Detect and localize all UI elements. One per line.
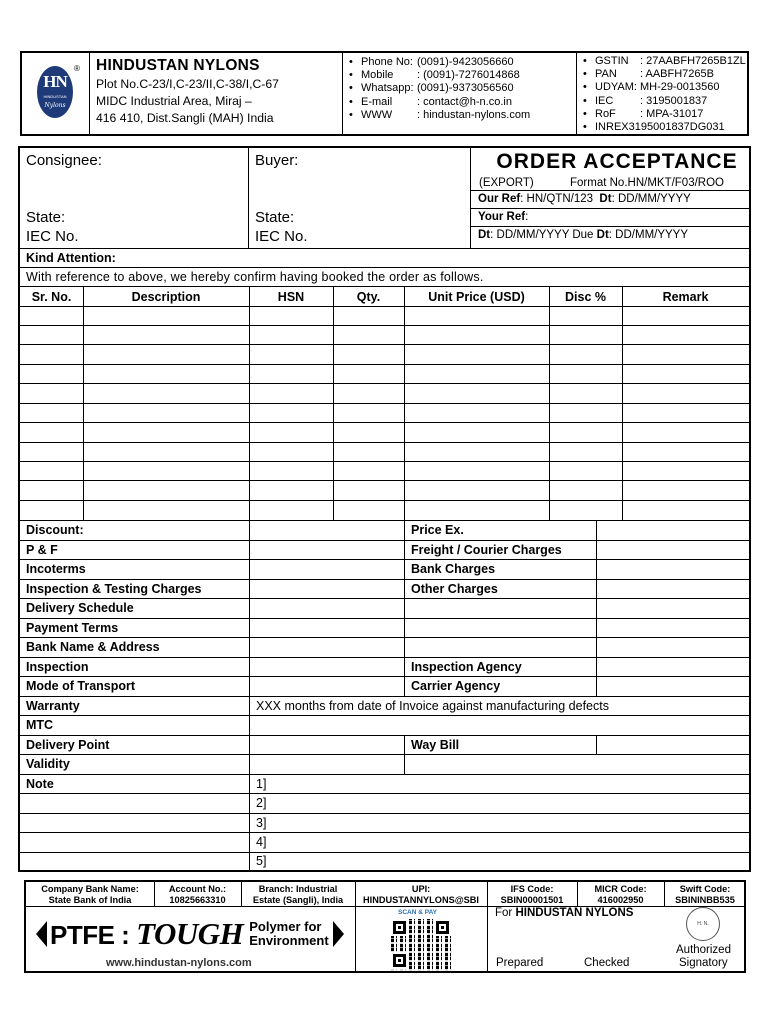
bank-footer bbox=[24, 880, 746, 973]
term-mtc: MTC bbox=[26, 718, 54, 732]
intro-text: With reference to above, we hereby confirm having booked the order as follows. bbox=[26, 270, 484, 284]
address-line: Plot No.C-23/I,C-23/II,C-38/I,C-67 bbox=[96, 77, 279, 91]
left-arrow-icon bbox=[36, 921, 47, 947]
term-inspection: Inspection bbox=[26, 660, 89, 674]
term-note: Note bbox=[26, 777, 54, 791]
col-unit-price: Unit Price (USD) bbox=[428, 290, 525, 304]
tax-inrex: • INREX3195001837DG031 bbox=[583, 121, 725, 134]
term-delivery-schedule: Delivery Schedule bbox=[26, 601, 134, 615]
tax-block bbox=[577, 53, 747, 134]
contact-website[interactable]: • WWW : hindustan-nylons.com bbox=[349, 108, 531, 121]
due-date-line: Dt: DD/MM/YYYY Due Dt: DD/MM/YYYY bbox=[478, 229, 689, 241]
ptfe-banner bbox=[36, 916, 344, 952]
term-payment-terms: Payment Terms bbox=[26, 621, 119, 635]
buyer-state-label: State: bbox=[255, 209, 295, 226]
consignee-iec-label: IEC No. bbox=[26, 228, 79, 245]
format-number: Format No.HN/MKT/F03/ROO bbox=[570, 177, 724, 189]
consignee-state-label: State: bbox=[26, 209, 66, 226]
letterhead bbox=[20, 51, 749, 136]
tax-udyam: • UDYAM: MH-29-0013560 bbox=[583, 81, 720, 94]
authorized-label: Authorized bbox=[676, 944, 731, 956]
tax-gstin: • GSTIN : 27AABFH7265B1ZL bbox=[583, 55, 746, 67]
export-tag: (EXPORT) bbox=[479, 177, 534, 189]
note-2: 2] bbox=[256, 796, 267, 810]
ptfe-label: PTFE : TOUGH bbox=[50, 916, 244, 951]
ifs-cell: IFS Code: SBIN00001501 bbox=[500, 884, 564, 905]
tax-iec: • IEC : 3195001837 bbox=[583, 94, 708, 107]
term-delivery-point: Delivery Point bbox=[26, 738, 110, 752]
company-logo bbox=[37, 66, 73, 118]
logo-script: Nylons bbox=[44, 102, 66, 109]
term-discount: Discount: bbox=[26, 523, 84, 537]
term-validity: Validity bbox=[26, 757, 70, 771]
note-4: 4] bbox=[256, 835, 267, 849]
col-qty: Qty. bbox=[356, 290, 381, 304]
warranty-text: XXX months from date of Invoice against manufacturing defects bbox=[256, 699, 609, 713]
term-incoterms: Incoterms bbox=[26, 562, 86, 576]
upi-cell: UPI: HINDUSTANNYLONS@SBI bbox=[363, 884, 479, 905]
company-name: HINDUSTAN NYLONS bbox=[96, 57, 260, 74]
registered-mark: ® bbox=[74, 64, 80, 73]
term-warranty: Warranty bbox=[26, 699, 80, 713]
document-title: ORDER ACCEPTANCE bbox=[496, 150, 738, 173]
order-form bbox=[18, 146, 751, 872]
buyer-iec-label: IEC No. bbox=[255, 228, 308, 245]
term-pf: P & F bbox=[26, 543, 58, 557]
tax-pan: • PAN : AABFH7265B bbox=[583, 68, 714, 81]
your-ref: Your Ref: bbox=[478, 211, 529, 223]
right-arrow-icon bbox=[333, 921, 344, 947]
col-sr-no: Sr. No. bbox=[31, 290, 72, 304]
term-inspection-testing: Inspection & Testing Charges bbox=[26, 582, 202, 596]
term-bank-charges: Bank Charges bbox=[411, 562, 496, 576]
signatory-label: Signatory bbox=[679, 957, 728, 969]
company-stamp: H. N. bbox=[686, 907, 720, 941]
term-other-charges: Other Charges bbox=[411, 582, 498, 596]
term-inspection-agency: Inspection Agency bbox=[411, 660, 522, 674]
branch-cell: Branch: Industrial Estate (Sangli), India bbox=[252, 884, 344, 905]
col-hsn: HSN bbox=[277, 290, 305, 304]
contact-email[interactable]: • E-mail : contact@h-n.co.in bbox=[349, 95, 512, 108]
micr-cell: MICR Code: 416002950 bbox=[594, 884, 647, 905]
term-way-bill: Way Bill bbox=[411, 738, 460, 752]
contact-phone: • Phone No: (0091)-9423056660 bbox=[349, 56, 514, 68]
logo-initials: HN bbox=[43, 72, 67, 91]
address-line: 416 410, Dist.Sangli (MAH) India bbox=[96, 111, 274, 125]
contact-mobile: • Mobile : (0091)-7276014868 bbox=[349, 69, 520, 82]
note-5: 5] bbox=[256, 854, 267, 868]
polymer-tagline: Polymer for Environment bbox=[249, 919, 329, 948]
for-company-label: For HINDUSTAN NYLONS bbox=[495, 907, 634, 919]
contact-whatsapp: • Whatsapp: (0091)-9373056560 bbox=[349, 82, 514, 95]
payment-qr-code[interactable] bbox=[391, 919, 453, 971]
our-ref: Our Ref: HN/QTN/123 Dt: DD/MM/YYYY bbox=[478, 193, 691, 205]
checked-label: Checked bbox=[584, 957, 630, 969]
scan-and-pay-label: SCAN & PAY bbox=[398, 909, 438, 916]
kind-attention-label: Kind Attention: bbox=[26, 251, 116, 265]
bank-name-cell: Company Bank Name: State Bank of India bbox=[41, 884, 139, 905]
term-bank-name: Bank Name & Address bbox=[26, 640, 160, 654]
col-remark: Remark bbox=[662, 290, 709, 304]
contact-block bbox=[343, 53, 577, 134]
logo-cell bbox=[22, 53, 90, 134]
address-line: MIDC Industrial Area, Miraj – bbox=[96, 94, 252, 108]
col-description: Description bbox=[131, 290, 201, 304]
logo-subtext: HINDUSTAN bbox=[43, 94, 67, 99]
account-no-cell: Account No.: 10825663310 bbox=[168, 884, 227, 905]
term-mode-of-transport: Mode of Transport bbox=[26, 679, 136, 693]
note-3: 3] bbox=[256, 816, 267, 830]
buyer-label: Buyer: bbox=[255, 152, 299, 169]
term-carrier-agency: Carrier Agency bbox=[411, 679, 501, 693]
website-link[interactable]: www.hindustan-nylons.com bbox=[106, 957, 252, 969]
swift-cell: Swift Code: SBININBB535 bbox=[675, 884, 735, 905]
prepared-label: Prepared bbox=[496, 957, 544, 969]
col-disc: Disc % bbox=[565, 290, 606, 304]
consignee-label: Consignee: bbox=[26, 152, 102, 169]
items-table[interactable] bbox=[20, 306, 749, 520]
note-1: 1] bbox=[256, 777, 267, 791]
company-block bbox=[90, 53, 343, 134]
tax-rof: • RoF : MPA-31017 bbox=[583, 107, 704, 120]
term-freight: Freight / Courier Charges bbox=[411, 543, 562, 557]
term-price-ex: Price Ex. bbox=[411, 523, 464, 537]
